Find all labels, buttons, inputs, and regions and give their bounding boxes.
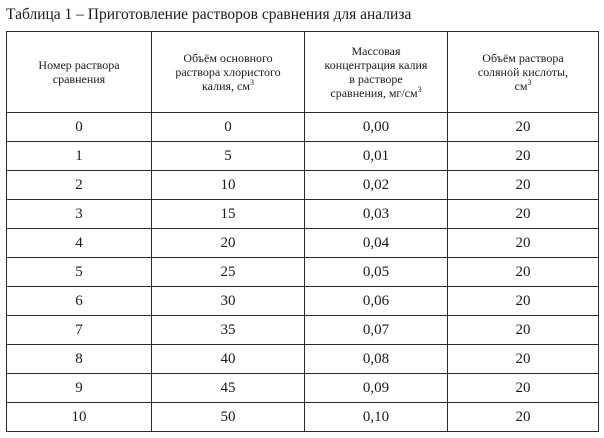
header-stock-volume-text: Объём основного раствора хлористого калия, см — [175, 51, 281, 93]
cell-solution-number: 7 — [7, 316, 152, 345]
cell-potassium-concentration: 0,04 — [305, 229, 448, 258]
cell-stock-volume: 40 — [152, 345, 305, 374]
cell-solution-number: 3 — [7, 200, 152, 229]
cell-acid-volume: 20 — [448, 345, 599, 374]
header-acid-volume-text: Объём раствора соляной кислоты, см — [477, 51, 569, 93]
cell-potassium-concentration: 0,10 — [305, 403, 448, 432]
cell-potassium-concentration: 0,08 — [305, 345, 448, 374]
table-row — [7, 142, 599, 171]
header-potassium-concentration-text: Массовая концентрация калия в растворе сравнения, мг/см — [324, 44, 428, 100]
cell-stock-volume: 50 — [152, 403, 305, 432]
cell-potassium-concentration: 0,09 — [305, 374, 448, 403]
table-row — [7, 316, 599, 345]
cell-acid-volume: 20 — [448, 403, 599, 432]
table-row — [7, 374, 599, 403]
cell-acid-volume: 20 — [448, 171, 599, 200]
cell-acid-volume: 20 — [448, 374, 599, 403]
table-row — [7, 200, 599, 229]
table-header-row — [7, 32, 599, 113]
cell-acid-volume: 20 — [448, 200, 599, 229]
header-potassium-concentration — [305, 32, 448, 113]
table-row — [7, 113, 599, 142]
cell-potassium-concentration: 0,02 — [305, 171, 448, 200]
cell-solution-number: 8 — [7, 345, 152, 374]
cell-potassium-concentration: 0,05 — [305, 258, 448, 287]
cell-stock-volume: 35 — [152, 316, 305, 345]
cell-potassium-concentration: 0,07 — [305, 316, 448, 345]
table-row — [7, 229, 599, 258]
header-stock-volume — [152, 32, 305, 113]
table-caption: Таблица 1 – Приготовление растворов сравнения для анализа — [6, 6, 412, 23]
cell-solution-number: 5 — [7, 258, 152, 287]
header-solution-number — [7, 32, 152, 113]
cell-stock-volume: 5 — [152, 142, 305, 171]
cell-potassium-concentration: 0,03 — [305, 200, 448, 229]
cell-acid-volume: 20 — [448, 229, 599, 258]
cell-acid-volume: 20 — [448, 142, 599, 171]
cell-potassium-concentration: 0,01 — [305, 142, 448, 171]
header-potassium-concentration-sup: 3 — [417, 85, 422, 94]
cell-stock-volume: 0 — [152, 113, 305, 142]
cell-stock-volume: 15 — [152, 200, 305, 229]
cell-stock-volume: 45 — [152, 374, 305, 403]
table-row — [7, 403, 599, 432]
table-row — [7, 287, 599, 316]
cell-acid-volume: 20 — [448, 316, 599, 345]
cell-stock-volume: 20 — [152, 229, 305, 258]
cell-potassium-concentration: 0,06 — [305, 287, 448, 316]
cell-solution-number: 9 — [7, 374, 152, 403]
cell-acid-volume: 20 — [448, 113, 599, 142]
table-row — [7, 345, 599, 374]
cell-stock-volume: 10 — [152, 171, 305, 200]
cell-acid-volume: 20 — [448, 287, 599, 316]
cell-acid-volume: 20 — [448, 258, 599, 287]
header-solution-number-text: Номер раствора сравнения — [38, 58, 120, 86]
table-row — [7, 171, 599, 200]
header-acid-volume-sup: 3 — [527, 78, 532, 87]
cell-stock-volume: 25 — [152, 258, 305, 287]
cell-solution-number: 2 — [7, 171, 152, 200]
header-stock-volume-sup: 3 — [249, 78, 254, 87]
table-body — [7, 113, 599, 432]
header-acid-volume — [448, 32, 599, 113]
cell-solution-number: 6 — [7, 287, 152, 316]
cell-stock-volume: 30 — [152, 287, 305, 316]
cell-solution-number: 4 — [7, 229, 152, 258]
table-row — [7, 258, 599, 287]
cell-potassium-concentration: 0,00 — [305, 113, 448, 142]
reference-solutions-table — [6, 31, 599, 432]
cell-solution-number: 1 — [7, 142, 152, 171]
cell-solution-number: 10 — [7, 403, 152, 432]
cell-solution-number: 0 — [7, 113, 152, 142]
